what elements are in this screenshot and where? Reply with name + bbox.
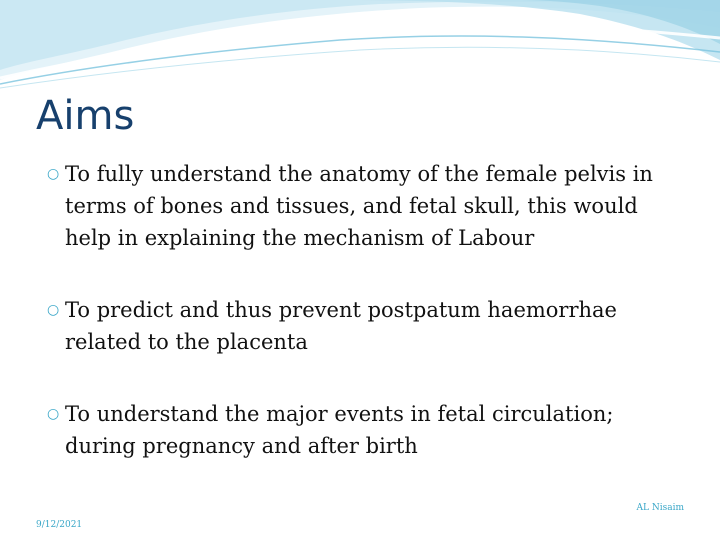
bullet-item <box>48 158 688 254</box>
circle-bullet-icon: ○ <box>47 406 60 422</box>
slide-title: Aims <box>36 93 135 139</box>
bullet-item <box>48 294 688 358</box>
footer-author: AL Nisaim <box>636 503 684 513</box>
header-wave-decoration <box>0 0 720 100</box>
bullet-text: To predict and thus prevent postpatum haemorrhae related to the placenta <box>65 298 617 354</box>
bullet-text: To fully understand the anatomy of the female pelvis in terms of bones and tissues, and fetal skull, this would help in explaining the mechanism of Labour <box>65 162 653 250</box>
bullet-list <box>48 158 688 462</box>
bullet-item <box>48 398 688 462</box>
circle-bullet-icon: ○ <box>47 302 60 318</box>
bullet-text: To understand the major events in fetal circulation; during pregnancy and after birth <box>65 402 614 458</box>
circle-bullet-icon: ○ <box>47 166 60 182</box>
footer-date: 9/12/2021 <box>36 520 83 530</box>
